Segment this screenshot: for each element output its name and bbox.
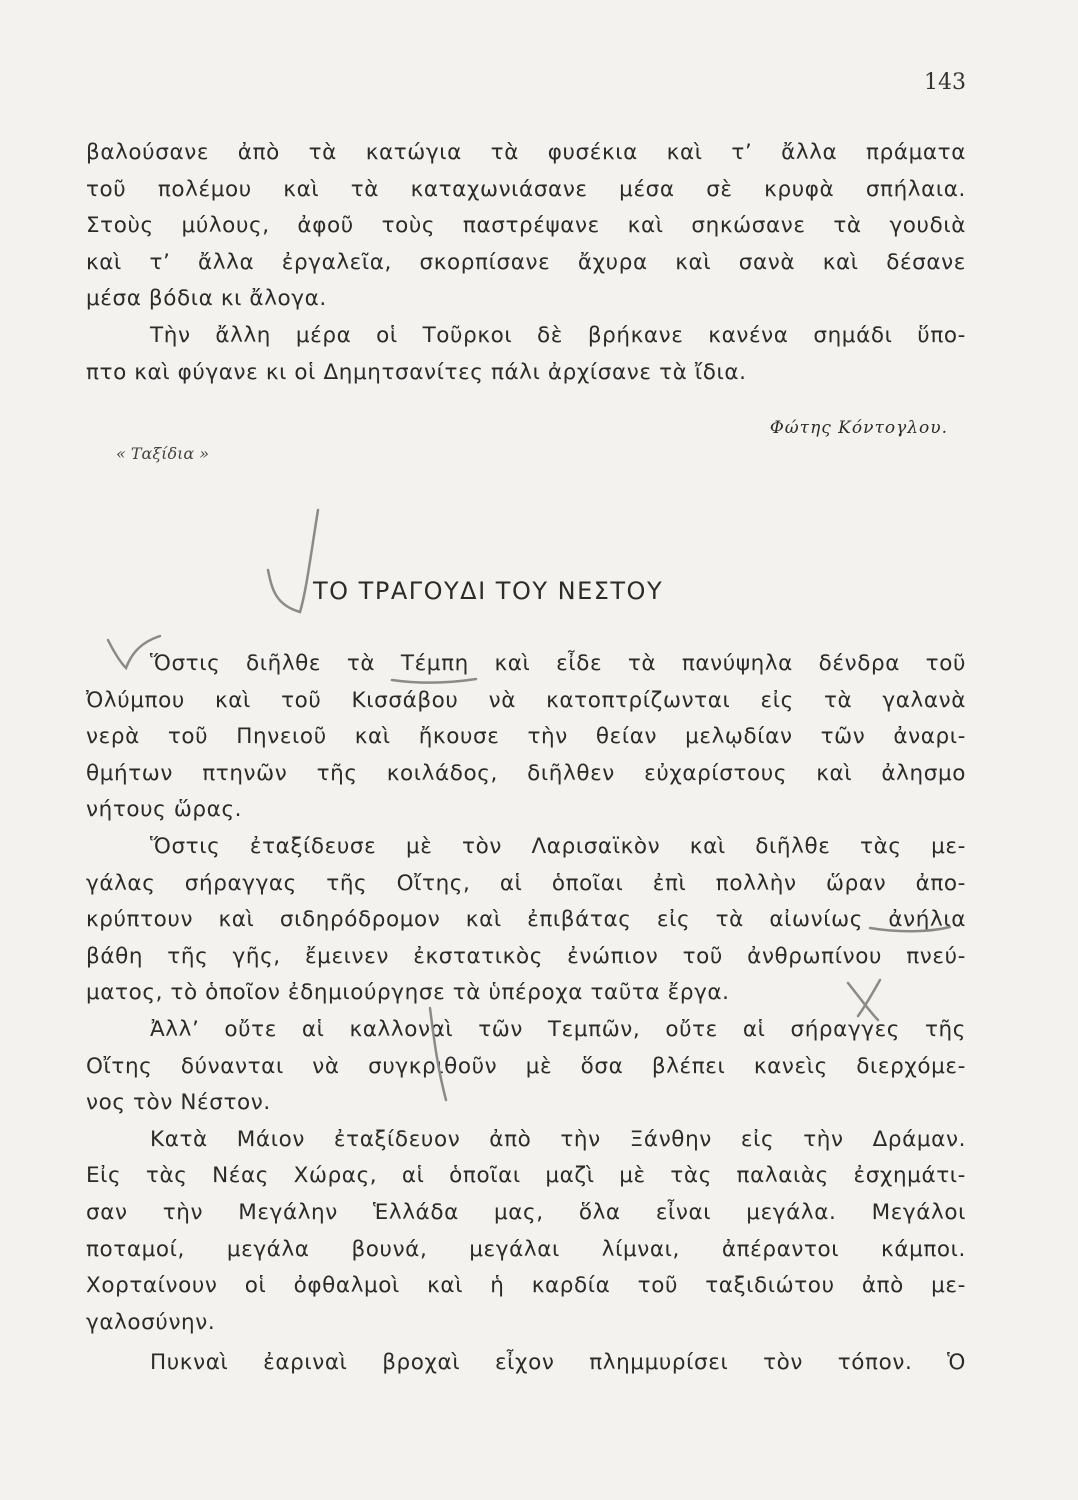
text-line: Ἀλλ’ οὔτε αἱ καλλοναὶ τῶν Τεμπῶν, οὔτε αἱ σήραγγες τῆς <box>150 1016 966 1042</box>
text-line: Ὅστις ἐταξίδευσε μὲ τὸν Λαρισαϊκὸν καὶ διῆλθε τὰς με- <box>150 833 966 859</box>
text-line: Κατὰ Μάιον ἐταξίδευον ἀπὸ τὴν Ξάνθην εἰς τὴν Δράμαν. <box>150 1126 966 1152</box>
text-line: τοῦ πολέμου καὶ τὰ καταχωνιάσανε μέσα σὲ κρυφὰ σπήλαια. <box>86 176 966 202</box>
body-text <box>86 646 966 1341</box>
text-line: Εἰς τὰς Νέας Χώρας, αἱ ὁποῖαι μαζὶ μὲ τὰς παλαιὰς ἐσχημάτι- <box>86 1163 966 1189</box>
top-paragraph <box>86 135 966 391</box>
text-line: σαν τὴν Μεγάλην Ἑλλάδα μας, ὅλα εἶναι μεγάλα. Μεγάλοι <box>86 1199 966 1225</box>
text-line: πτο καὶ φύγανε κι οἱ Δημητσανίτες πάλι ἀρχίσανε τὰ ἴδια. <box>86 359 747 385</box>
text-line: νος τὸν Νέστον. <box>86 1090 271 1116</box>
text-line: μέσα βόδια κι ἄλογα. <box>86 286 327 312</box>
text-line: νερὰ τοῦ Πηνειοῦ καὶ ἤκουσε τὴν θείαν μελῳδίαν τῶν ἀναρι- <box>86 724 966 750</box>
text-line: γάλας σήραγγας τῆς Οἴτης, αἱ ὁποῖαι ἐπὶ πολλὴν ὥραν ἀπο- <box>86 870 966 896</box>
text-line: γαλοσύνην. <box>86 1309 216 1335</box>
text-line: ματος, τὸ ὁποῖον ἐδημιούργησε τὰ ὑπέροχα ταῦτα ἔργα. <box>86 980 730 1006</box>
pencil-check-mark <box>268 510 318 612</box>
text-line: Χορταίνουν οἱ ὀφθαλμοὶ καὶ ἡ καρδία τοῦ ταξιδιώτου ἀπὸ με- <box>86 1273 966 1299</box>
page-number: 143 <box>924 70 966 95</box>
text-line: θμήτων πτηνῶν τῆς κοιλάδος, διῆλθεν εὐχαρίστους καὶ ἀλησμο <box>86 760 966 786</box>
text-line: Τὴν ἄλλη μέρα οἱ Τοῦρκοι δὲ βρήκανε κανένα σημάδι ὕπο- <box>150 322 966 348</box>
text-line: κρύπτουν καὶ σιδηρόδρομον καὶ ἐπιβάτας εἰς τὰ αἰωνίως ἀνήλια <box>86 907 966 933</box>
continuation-paragraph <box>86 1345 966 1382</box>
text-line: βάθη τῆς γῆς, ἔμεινεν ἐκστατικὸς ἐνώπιον τοῦ ἀνθρωπίνου πνεύ- <box>86 943 966 969</box>
author-signature: Φώτης Κόντογλου. <box>769 418 948 438</box>
text-line: βαλούσανε ἀπὸ τὰ κατώγια τὰ φυσέκια καὶ τ’ ἄλλα πράματα <box>86 140 966 165</box>
text-line: Ὅστις διῆλθε τὰ Τέμπη καὶ εἶδε τὰ πανύψηλα δένδρα τοῦ <box>150 651 966 676</box>
text-line: Στοὺς μύλους, ἀφοῦ τοὺς παστρέψανε καὶ σηκώσανε τὰ γουδιὰ <box>86 213 966 239</box>
section-title: ΤΟ ΤΡΑΓΟΥΔΙ ΤΟΥ ΝΕΣΤΟΥ <box>313 577 664 605</box>
text-line: καὶ τ’ ἄλλα ἐργαλεῖα, σκορπίσανε ἄχυρα καὶ σανὰ καὶ δέσανε <box>86 249 966 275</box>
text-line: νήτους ὥρας. <box>86 797 243 823</box>
text-line: Πυκναὶ ἐαριναὶ βροχαὶ εἶχον πλημμυρίσει τὸν τόπον. Ὁ <box>150 1350 966 1375</box>
text-line: ποταμοί, μεγάλα βουνά, μεγάλαι λίμναι, ἀπέραντοι κάμποι. <box>86 1236 966 1262</box>
source-title: « Ταξίδια » <box>116 444 210 463</box>
text-line: Οἴτης δύνανται νὰ συγκριθοῦν μὲ ὅσα βλέπει κανεὶς διερχόμε- <box>86 1053 966 1079</box>
text-line: Ὀλύμπου καὶ τοῦ Κισσάβου νὰ κατοπτρίζωνται εἰς τὰ γαλανὰ <box>86 687 966 713</box>
